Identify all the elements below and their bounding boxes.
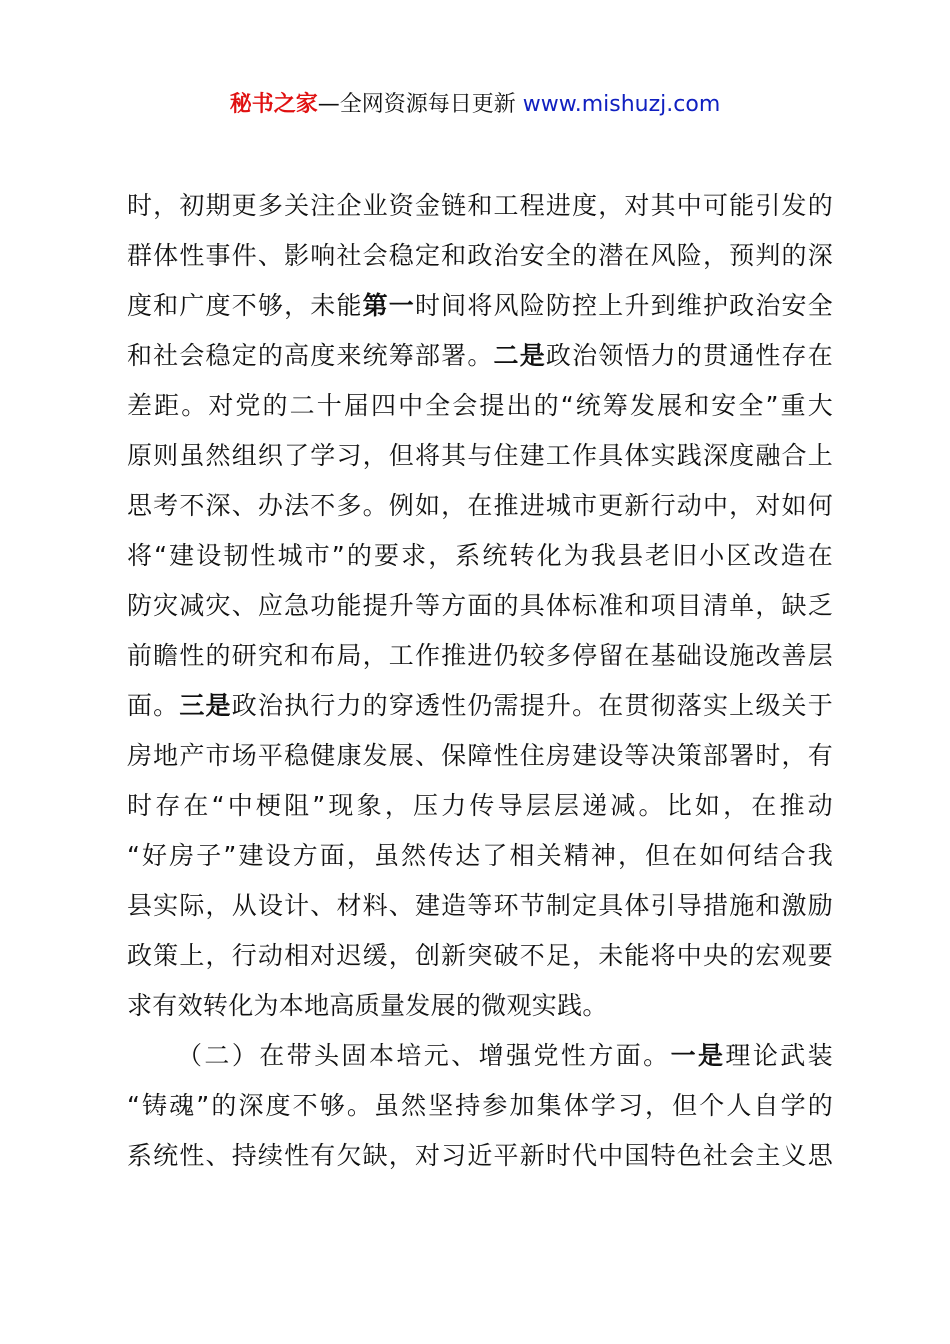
text-line xyxy=(127,581,833,631)
text-line xyxy=(127,881,833,931)
text-run: 系统性、持续性有欠缺，对习近平新时代中国特色社会主义思 xyxy=(127,1141,833,1170)
text-line xyxy=(127,931,833,981)
text-run: 求有效转化为本地高质量发展的微观实践。 xyxy=(127,991,608,1020)
text-line xyxy=(127,1131,833,1181)
body-text xyxy=(127,181,833,1181)
text-line xyxy=(127,681,833,731)
brand-name: 秘书之家 xyxy=(229,92,318,117)
text-run: 防灾减灾、应急功能提升等方面的具体标准和项目清单，缺乏 xyxy=(127,591,833,620)
text-line xyxy=(127,431,833,481)
text-line xyxy=(127,981,833,1031)
text-run: 政治执行力的穿透性仍需提升。在贯彻落实上级关于 xyxy=(231,691,833,720)
text-line xyxy=(127,281,833,331)
text-run: 思考不深、办法不多。例如，在推进城市更新行动中，对如何 xyxy=(127,491,833,520)
text-run: 面。 xyxy=(127,691,180,720)
text-line xyxy=(127,631,833,681)
text-line xyxy=(127,1081,833,1131)
header-tagline: —全网资源每日更新 xyxy=(317,92,516,117)
page-header xyxy=(0,88,950,122)
text-line xyxy=(127,481,833,531)
text-run: 度和广度不够，未能 xyxy=(127,291,363,320)
text-line xyxy=(127,231,833,281)
text-run: “铸魂”的深度不够。虽然坚持参加集体学习，但个人自学的 xyxy=(127,1091,833,1120)
text-line xyxy=(127,531,833,581)
text-run: 前瞻性的研究和布局，工作推进仍较多停留在基础设施改善层 xyxy=(127,641,833,670)
text-line xyxy=(127,781,833,831)
text-line xyxy=(127,1031,833,1081)
text-run: （二）在带头固本培元、增强党性方面。 xyxy=(177,1041,671,1070)
emphasis-run: 二是 xyxy=(493,341,546,370)
text-run: 差距。对党的二十届四中全会提出的“统筹发展和安全”重大 xyxy=(127,391,833,420)
text-run: 和社会稳定的高度来统筹部署。 xyxy=(127,341,494,370)
text-run: 群体性事件、影响社会稳定和政治安全的潜在风险，预判的深 xyxy=(127,241,833,270)
text-line xyxy=(127,831,833,881)
text-run: 政治领悟力的贯通性存在 xyxy=(545,341,833,370)
text-line xyxy=(127,181,833,231)
site-url-link[interactable]: www.mishuzj.com xyxy=(522,92,721,117)
text-line xyxy=(127,381,833,431)
emphasis-run: 三是 xyxy=(179,691,232,720)
text-run: 政策上，行动相对迟缓，创新突破不足，未能将中央的宏观要 xyxy=(127,941,833,970)
emphasis-run: 一是 xyxy=(670,1041,726,1070)
text-run: 时间将风险防控上升到维护政治安全 xyxy=(415,291,833,320)
text-run: 时，初期更多关注企业资金链和工程进度，对其中可能引发的 xyxy=(127,191,833,220)
text-run: 县实际，从设计、材料、建造等环节制定具体引导措施和激励 xyxy=(127,891,833,920)
text-run: “好房子”建设方面，虽然传达了相关精神，但在如何结合我 xyxy=(127,841,833,870)
text-line xyxy=(127,731,833,781)
text-run: 将“建设韧性城市”的要求，系统转化为我县老旧小区改造在 xyxy=(127,541,833,570)
text-line xyxy=(127,331,833,381)
emphasis-run: 第一 xyxy=(362,291,415,320)
text-run: 原则虽然组织了学习，但将其与住建工作具体实践深度融合上 xyxy=(127,441,833,470)
text-run: 理论武装 xyxy=(725,1041,833,1070)
text-run: 时存在“中梗阻”现象，压力传导层层递减。比如，在推动 xyxy=(127,791,833,820)
text-run: 房地产市场平稳健康发展、保障性住房建设等决策部署时，有 xyxy=(127,741,833,770)
